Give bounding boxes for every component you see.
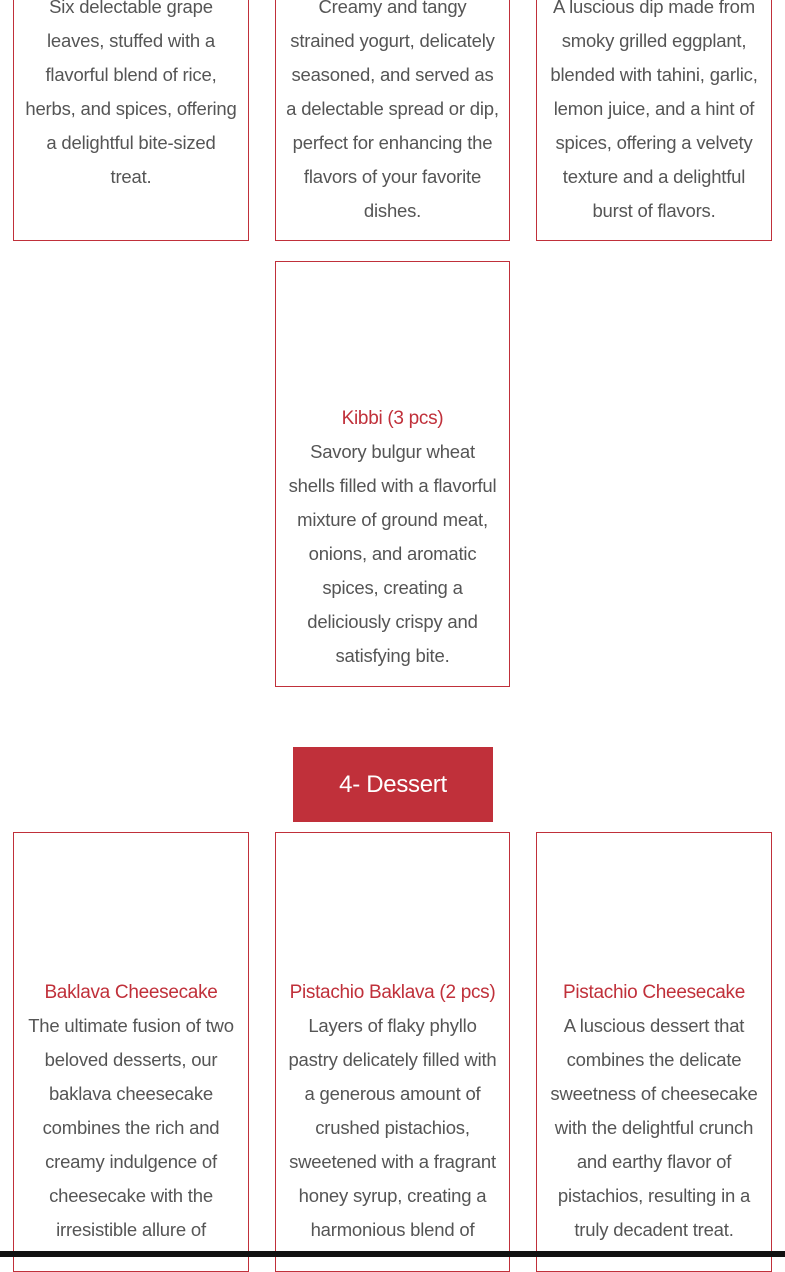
bottom-edge-bar	[0, 1251, 785, 1257]
card-image	[547, 833, 761, 981]
card-description: Six delectable grape leaves, stuffed with a flavorful blend of rice, herbs, and spices, offering a delightful bite-sized treat.	[25, 0, 237, 187]
menu-card-pistachio-baklava	[275, 832, 510, 1272]
card-image	[286, 833, 499, 981]
card-description: The ultimate fusion of two beloved desserts, our baklava cheesecake combines the rich and creamy indulgence of cheesecake with the irresistible allure of	[28, 1015, 234, 1240]
card-title: Baklava Cheesecake	[44, 982, 218, 1003]
card-description: Savory bulgur wheat shells filled with a flavorful mixture of ground meat, onions, and aromatic spices, creating a deliciously crispy and satisfying bite.	[288, 441, 497, 666]
card-description: A luscious dip made from smoky grilled eggplant, blended with tahini, garlic, lemon juice, and a hint of spices, offering a velvety texture and a delightful burst of flavors.	[550, 0, 758, 221]
menu-card-labneh	[275, 0, 510, 241]
dessert-section-button[interactable]: 4- Dessert	[293, 747, 493, 822]
card-title: Pistachio Cheesecake	[563, 982, 745, 1003]
card-image	[24, 833, 238, 981]
card-description: Creamy and tangy strained yogurt, delicately seasoned, and served as a delectable spread or dip, perfect for enhancing the flavors of your favorite dishes.	[286, 0, 499, 221]
card-image	[286, 262, 499, 407]
card-title: Pistachio Baklava (2 pcs)	[289, 982, 496, 1003]
menu-card-grape-leaves	[13, 0, 249, 241]
menu-card-pistachio-cheesecake	[536, 832, 772, 1272]
menu-card-kibbi	[275, 261, 510, 687]
card-title: Kibbi (3 pcs)	[341, 408, 444, 429]
menu-card-baklava-cheesecake	[13, 832, 249, 1272]
menu-card-baba-ghanoush	[536, 0, 772, 241]
card-description: A luscious dessert that combines the delicate sweetness of cheesecake with the delightful crunch and earthy flavor of pistachios, resulting in a truly decadent treat.	[550, 1015, 758, 1240]
card-description: Layers of flaky phyllo pastry delicately filled with a generous amount of crushed pistachios, sweetened with a fragrant honey syrup, creating a harmonious blend of	[288, 1015, 497, 1240]
